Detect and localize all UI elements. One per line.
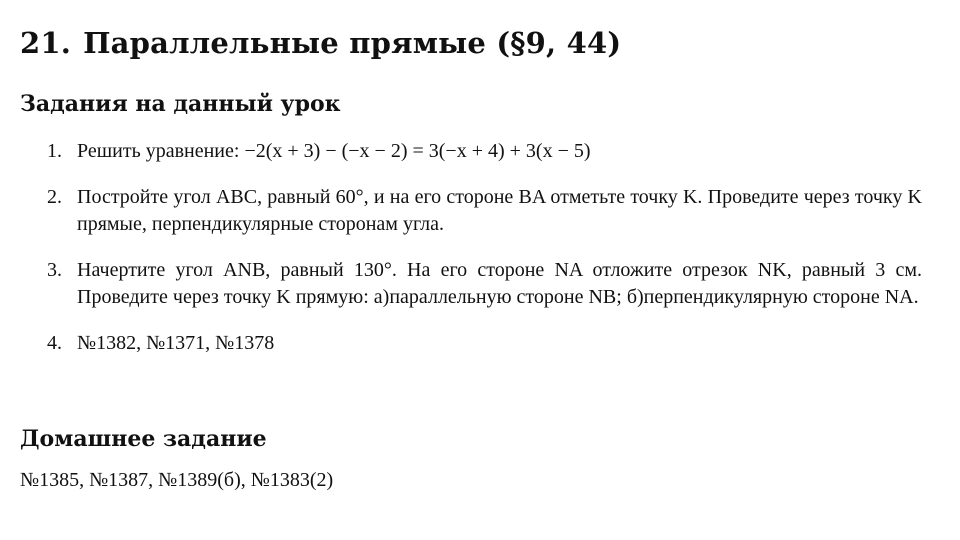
title-text: Параллельные прямые (§9, 44)	[83, 26, 622, 60]
page-title	[20, 26, 621, 60]
task-item	[47, 330, 922, 357]
task-text: Постройте угол ABC, равный 60°, и на его стороне BA отметьте точку K. Проведите через точку K прямые, перпендикулярные сторонам угла.	[77, 186, 922, 235]
task-text: Начертите угол ANB, равный 130°. На его стороне NA отложите отрезок NK, равный 3 см. Проведите через точку K прямую: а)параллельную стороне NB; б)перпендикулярную стороне NA.	[77, 259, 922, 308]
homework-section-heading: Домашнее задание	[20, 426, 267, 452]
task-text: Решить уравнение: −2(x + 3) − (−x − 2) = 3(−x + 4) + 3(x − 5)	[77, 140, 591, 162]
task-number: 4.	[47, 332, 62, 354]
task-number: 2.	[47, 186, 62, 208]
homework-text: №1385, №1387, №1389(б), №1383(2)	[20, 469, 334, 491]
task-number: 3.	[47, 259, 62, 281]
task-number: 1.	[47, 140, 62, 162]
lesson-section-heading: Задания на данный урок	[20, 91, 341, 117]
task-text: №1382, №1371, №1378	[77, 332, 275, 354]
task-list	[47, 138, 922, 357]
task-item	[47, 184, 922, 238]
task-item	[47, 257, 922, 311]
task-item	[47, 138, 922, 165]
title-number: 21.	[20, 26, 72, 60]
